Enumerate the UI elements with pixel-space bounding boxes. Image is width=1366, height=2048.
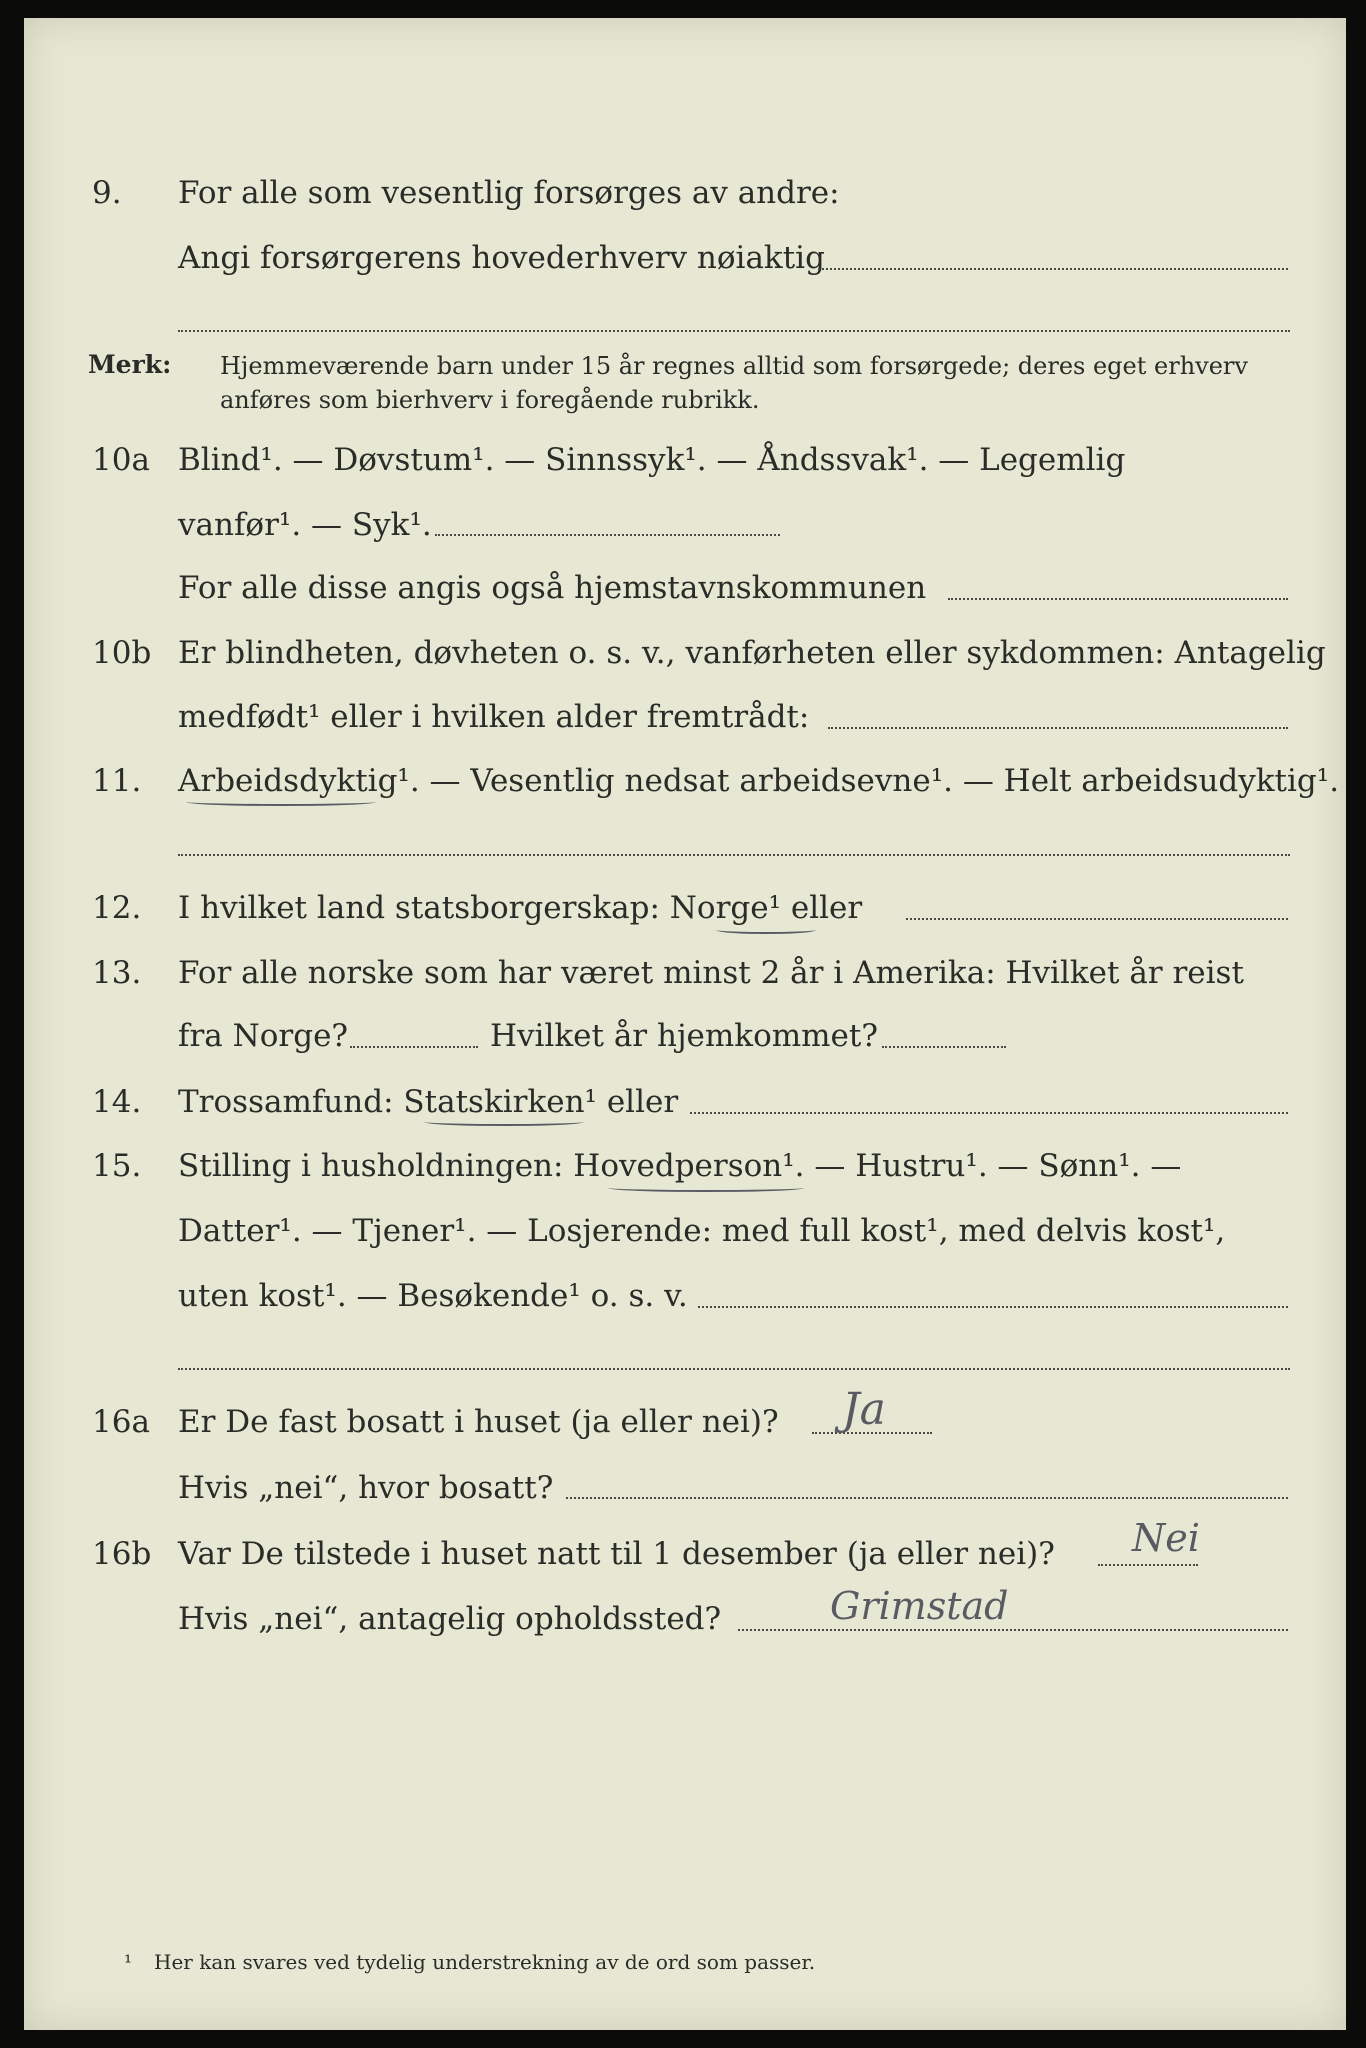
answer-field-16a-2[interactable] [566,1497,1288,1499]
question-number: 10b [92,635,152,671]
question-number: 11. [92,763,142,799]
note-text-2: anføres som bierhverv i foregående rubrikk. [220,386,760,414]
handwritten-answer-16b-2: Grimstad [830,1584,1009,1628]
question-10a-line-3 [0,568,1366,608]
answer-field-15[interactable] [698,1306,1288,1308]
question-text: Hvis „nei“, antagelig opholdssted? [178,1601,722,1637]
note-text-1: Hjemmeværende barn under 15 år regnes alltid som forsørgede; deres eget erhverv [220,352,1248,380]
answer-field-15-extra[interactable] [178,1368,1290,1370]
answer-field-11[interactable] [178,854,1290,856]
question-16b-line-2 [0,1599,1366,1639]
question-10a-line-2 [0,505,1366,545]
answer-field-12[interactable] [906,918,1288,920]
question-number: 15. [92,1148,142,1184]
question-text: For alle disse angis også hjemstavnskommunen [178,570,927,606]
question-text: Trossamfund: Statskirken¹ eller [178,1084,679,1120]
question-number: 14. [92,1084,142,1120]
handwritten-underline [608,1184,804,1192]
handwritten-underline [424,1118,584,1126]
question-text: uten kost¹. — Besøkende¹ o. s. v. [178,1278,688,1314]
question-text: vanfør¹. — Syk¹. [178,507,432,543]
handwritten-answer-16a: Ja [842,1384,886,1435]
question-number: 13. [92,955,142,991]
question-15-line-3 [0,1276,1366,1316]
question-15 [0,1146,1366,1186]
question-13-line-2 [0,1016,1366,1056]
question-text: Var De tilstede i huset natt til 1 desember (ja eller nei)? [178,1536,1055,1572]
question-text: Hvis „nei“, hvor bosatt? [178,1470,554,1506]
question-12 [0,888,1366,928]
question-text: Arbeidsdyktig¹. — Vesentlig nedsat arbeidsevne¹. — Helt arbeidsudyktig¹. [178,763,1340,799]
answer-field-16b-2[interactable] [738,1629,1288,1631]
question-10a [0,440,1366,480]
question-11 [0,761,1366,801]
question-10b-line-2 [0,697,1366,737]
answer-field-10a-2[interactable] [948,598,1288,600]
question-number: 16a [92,1404,150,1440]
answer-field-13-1[interactable] [350,1046,478,1048]
answer-field-16b-1[interactable] [1098,1564,1198,1566]
question-text: Er blindheten, døvheten o. s. v., vanførheten eller sykdommen: Antagelig [178,635,1326,671]
question-text: Stilling i husholdningen: Hovedperson¹. — Hustru¹. — Sønn¹. — [178,1148,1182,1184]
question-text: I hvilket land statsborgerskap: Norge¹ eller [178,890,863,926]
question-text: Angi forsørgerens hovederhverv nøiaktig [178,240,825,276]
question-13 [0,953,1366,993]
question-16a-line-2 [0,1468,1366,1508]
footnote-text: Her kan svares ved tydelig understrekning av de ord som passer. [154,1950,816,1974]
handwritten-underline [716,926,816,934]
answer-field-14[interactable] [690,1112,1288,1114]
question-number: 9. [92,175,122,211]
question-15-line-2 [0,1211,1366,1251]
handwritten-underline [186,798,376,806]
question-number: 12. [92,890,142,926]
question-text-a: fra Norge? [178,1018,349,1054]
question-text: medfødt¹ eller i hvilken alder fremtrådt: [178,699,810,735]
question-10b [0,633,1366,673]
question-text: Blind¹. — Døvstum¹. — Sinnssyk¹. — Åndssvak¹. — Legemlig [178,442,1126,478]
answer-field-9[interactable] [818,268,1288,270]
question-9 [0,173,1366,213]
question-14 [0,1082,1366,1122]
question-number: 10a [92,442,150,478]
question-text: Datter¹. — Tjener¹. — Losjerende: med full kost¹, med delvis kost¹, [178,1213,1226,1249]
question-text: For alle som vesentlig forsørges av andre: [178,175,840,211]
footnote-mark: ¹ [124,1950,133,1974]
question-16a [0,1402,1366,1442]
handwritten-answer-16b-1: Nei [1132,1516,1200,1560]
question-number: 16b [92,1536,152,1572]
question-text-b: Hvilket år hjemkommet? [490,1018,878,1054]
question-text: Er De fast bosatt i huset (ja eller nei)? [178,1404,779,1440]
question-text: For alle norske som har været minst 2 år i Amerika: Hvilket år reist [178,955,1244,991]
question-9-line-2 [0,238,1366,278]
answer-field-13-2[interactable] [882,1046,1006,1048]
answer-field-9-extra[interactable] [178,330,1290,332]
answer-field-10a-1[interactable] [435,534,780,536]
note-label: Merk: [88,350,172,379]
answer-field-10b[interactable] [828,727,1288,729]
